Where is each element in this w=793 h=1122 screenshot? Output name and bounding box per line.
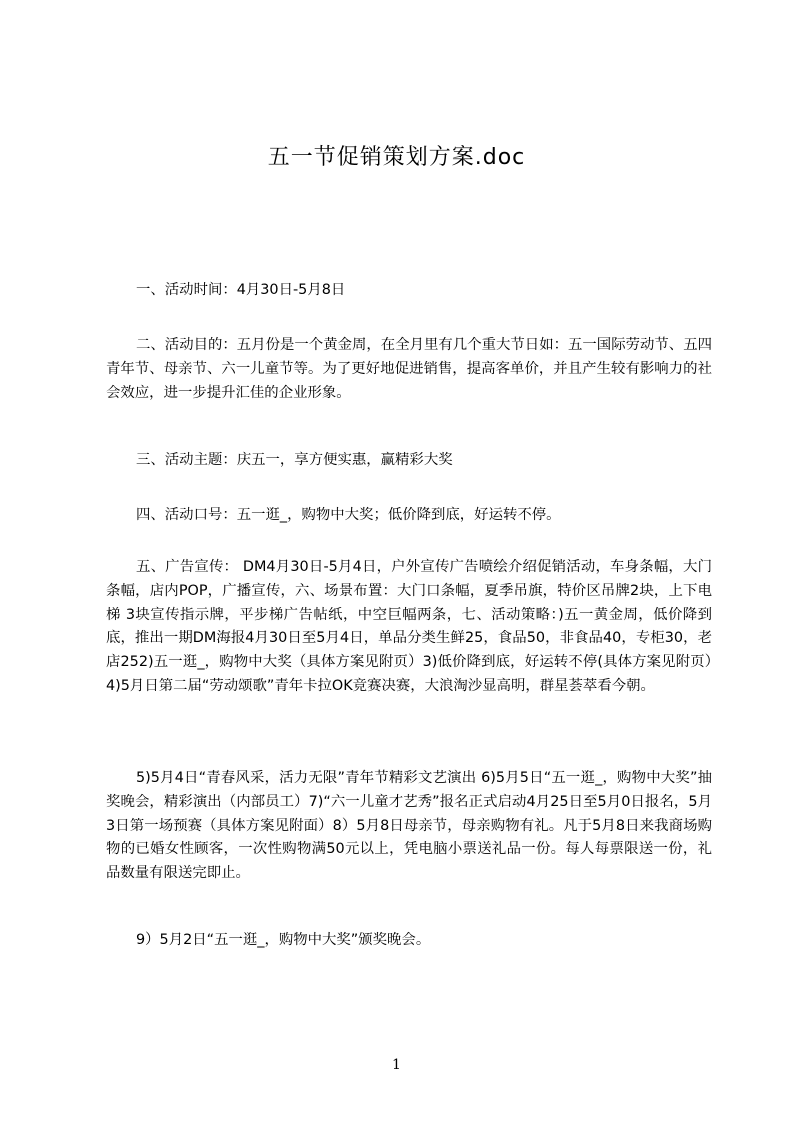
paragraph-award-party: 9）5月2日“五一逛_，购物中大奖”颁奖晚会。 xyxy=(136,932,431,948)
page-number: 1 xyxy=(392,1057,401,1073)
paragraph-activity-theme: 三、活动主题：庆五一，享方便实惠，赢精彩大奖 xyxy=(136,452,453,468)
paragraph-activity-purpose: 二、活动目的：五月份是一个黄金周，在全月里有几个重大节日如：五一国际劳动节、五四青年节、母亲节、六一儿童节等。为了更好地促进销售，提高客单价，并且产生较有影响力的社会效应，进一步提升汇佳的企业形象。 xyxy=(106,337,712,401)
paragraph-advertising: 五、广告宣传： DM4月30日-5月4日，户外宣传广告喷绘介绍促销活动，车身条幅，大门条幅，店内POP，广播宣传，六、场景布置：大门口条幅，夏季吊旗，特价区吊牌2块，上下电梯 3块宣传指示牌，平步梯广告帖纸，中空巨幅两条，七、活动策略：)五一黄金周，低价降到底，推出一期DM海报4月30日至5月4日，单品分类生鲜25，食品50，非食品40，专柜30，老店252)五一逛_，购物中大奖（具体方案见附页）3)低价降到底，好运转不停(具体方案见附页） 4)5月日第二届“劳动颂歌”青年卡拉OK竞赛决赛，大浪淘沙显高明，群星荟萃看今朝。 xyxy=(106,559,727,694)
paragraph-activity-slogan: 四、活动口号：五一逛_，购物中大奖；低价降到底，好运转不停。 xyxy=(136,507,561,523)
paragraph-activity-time: 一、活动时间：4月30日-5月8日 xyxy=(136,282,346,298)
document-title: 五一节促销策划方案.doc xyxy=(267,145,526,170)
paragraph-event-schedule: 5)5月4日“青春风采，活力无限”青年节精彩文艺演出 6)5月5日“五一逛_，购物中大奖”抽奖晚会，精彩演出（内部员工）7)“六一儿童才艺秀”报名正式启动4月25日至5月0日报名，5月3日第一场预赛（具体方案见附面）8）5月8日母亲节，母亲购物有礼。凡于5月8日来我商场购物的已婚女性顾客，一次性购物满50元以上，凭电脑小票送礼品一份。每人每票限送一份，礼品数量有限送完即止。 xyxy=(106,770,712,882)
